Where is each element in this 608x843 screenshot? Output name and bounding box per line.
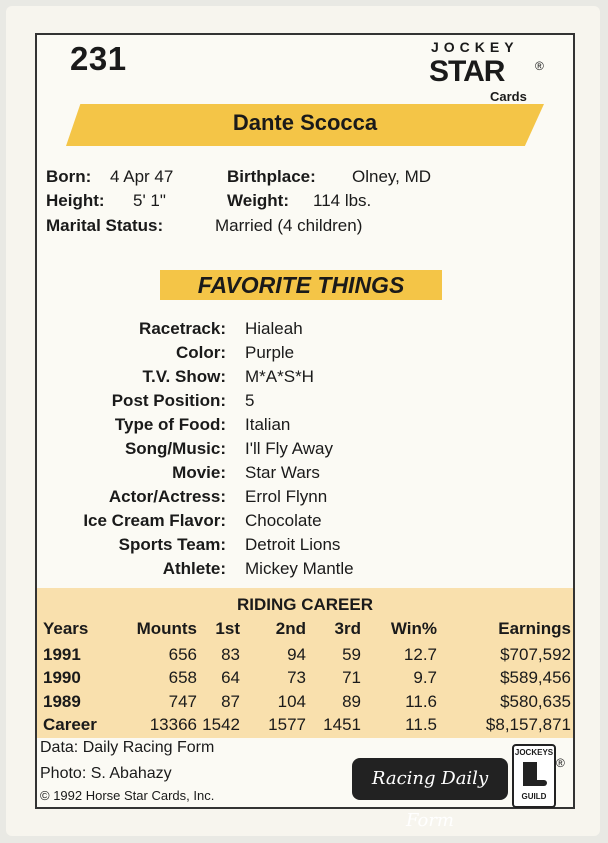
photo-credit: Photo: S. Abahazy [40,765,172,782]
favorite-value: Hialeah [245,319,303,338]
career-row-year: Career [43,715,97,734]
career-cell: 658 [168,668,197,687]
copyright: © 1992 Horse Star Cards, Inc. [40,788,215,803]
favorite-label: Post Position: [111,391,226,410]
logo-sub-text: Cards [490,89,527,104]
favorite-value: Errol Flynn [245,487,328,506]
career-cell: 94 [287,645,306,664]
weight-label: Weight: [227,191,290,210]
marital-label: Marital Status: [46,216,164,235]
birthplace-label: Birthplace: [227,167,316,186]
career-row-year: 1989 [43,692,81,711]
birthplace-row [227,167,316,187]
favorite-value: Detroit Lions [245,535,341,554]
boot-toe-icon [523,780,547,786]
height-label: Height: [46,191,105,210]
born-label: Born: [46,167,92,186]
career-row-year: 1990 [43,668,81,687]
career-header: Mounts [136,619,197,638]
favorite-label: Color: [175,343,226,362]
favorite-value: Chocolate [245,511,322,530]
jockeys-guild-logo [512,744,556,808]
favorite-label: Type of Food: [114,415,226,434]
career-cell: 656 [168,645,197,664]
favorite-label: Song/Music: [124,439,226,458]
weight-row [227,191,289,211]
career-cell: 73 [287,668,306,687]
favorite-value: Italian [245,415,291,434]
favorite-label: Athlete: [162,559,226,578]
favorite-value: I'll Fly Away [245,439,333,458]
career-header: 3rd [334,619,361,638]
favorite-label: Actor/Actress: [108,487,226,506]
career-cell: 64 [221,668,240,687]
career-cell: 87 [221,692,240,711]
favorite-value: M*A*S*H [245,367,314,386]
career-cell: 104 [277,692,306,711]
favorite-label: T.V. Show: [142,367,226,386]
jockey-star-logo [425,37,555,107]
career-header: Earnings [498,619,571,638]
career-title: RIDING CAREER [236,595,373,614]
favorites-title: FAVORITE THINGS [197,272,405,298]
career-cell: 89 [342,692,361,711]
career-cell: 1451 [323,715,361,734]
career-cell: 1542 [202,715,240,734]
card-number: 231 [70,40,127,77]
career-header: Years [43,619,89,638]
marital-row [46,216,163,236]
weight-value: 114 lbs. [313,191,372,210]
career-header: Win% [390,619,437,638]
logo-top-text: JOCKEY [431,39,519,55]
height-row [46,191,105,211]
guild-top-text: JOCKEYS [514,748,554,757]
career-cell: 83 [221,645,240,664]
career-cell: $580,635 [500,692,571,711]
marital-value: Married (4 children) [215,216,363,235]
favorite-label: Ice Cream Flavor: [83,511,226,530]
favorite-value: 5 [245,391,255,410]
career-cell: 11.6 [405,692,437,711]
career-cell: 9.7 [413,668,437,687]
born-value: 4 Apr 47 [110,167,174,186]
favorite-value: Mickey Mantle [245,559,354,578]
career-cell: $707,592 [500,645,571,664]
career-cell: 12.7 [403,645,437,664]
birthplace-value: Olney, MD [352,167,432,186]
career-header: 2nd [275,619,306,638]
favorite-label: Racetrack: [139,319,226,338]
career-header: 1st [215,619,240,638]
logo-main-text: STAR [429,55,505,88]
guild-bottom-text: GUILD [521,792,547,801]
favorite-label: Sports Team: [118,535,226,554]
logo-registered-mark: ® [535,59,544,73]
career-cell: 59 [342,645,361,664]
favorite-value: Purple [245,343,295,362]
jockey-name: Dante Scocca [232,110,378,135]
daily-racing-form-logo: Racing Daily Form [352,758,508,800]
favorite-label: Movie: [172,463,226,482]
career-cell: 71 [342,668,361,687]
career-cell: 13366 [149,715,197,734]
data-credit: Data: Daily Racing Form [40,739,215,756]
career-cell: 747 [168,692,197,711]
career-cell: 11.5 [405,715,437,734]
career-cell: $8,157,871 [485,715,571,734]
career-row-year: 1991 [43,645,81,664]
career-cell: $589,456 [500,668,571,687]
favorite-value: Star Wars [245,463,320,482]
height-value: 5' 1" [133,191,166,210]
career-cell: 1577 [268,715,306,734]
guild-registered-mark: ® [556,756,565,770]
born-row [46,167,91,187]
